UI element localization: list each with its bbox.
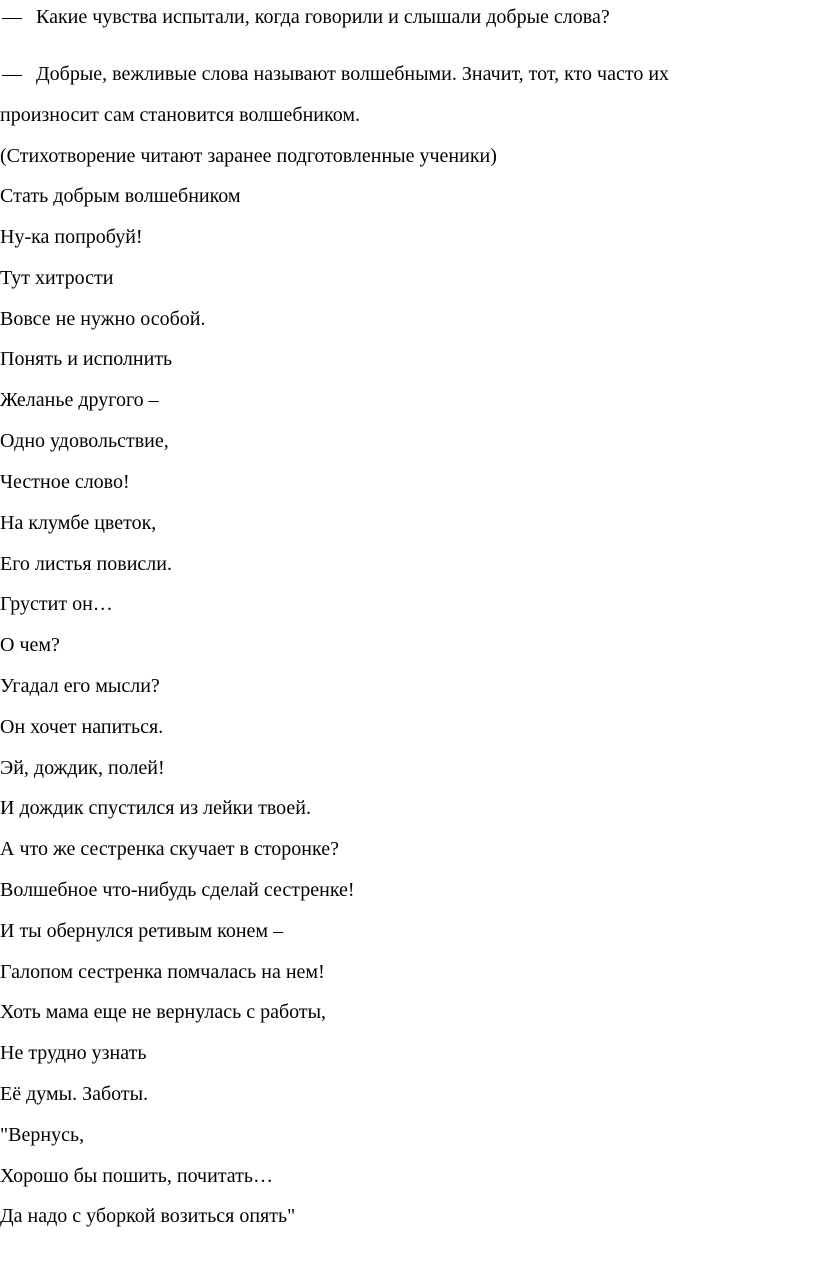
poem-line: Тут хитрости: [0, 267, 114, 289]
dialogue-text: Добрые, вежливые слова называют волшебными. Значит, тот, кто часто их: [36, 63, 670, 85]
paragraph-continuation: произносит сам становится волшебником.: [0, 104, 360, 126]
poem-line: И дождик спустился из лейки твоей.: [0, 797, 311, 819]
stage-note: (Стихотворение читают заранее подготовленные ученики): [0, 145, 497, 167]
poem-line: Желанье другого –: [0, 389, 159, 411]
poem-line: Одно удовольствие,: [0, 430, 169, 452]
poem-line: Угадал его мысли?: [0, 675, 160, 697]
poem-line: Её думы. Заботы.: [0, 1083, 149, 1105]
dialogue-dash: —: [2, 63, 22, 85]
poem-line: Ну-ка попробуй!: [0, 226, 143, 248]
dialogue-dash: —: [2, 6, 22, 28]
dialogue-text: Какие чувства испытали, когда говорили и слышали добрые слова?: [36, 6, 610, 28]
poem-line: О чем?: [0, 634, 60, 656]
poem-line: Хоть мама еще не вернулась с работы,: [0, 1001, 327, 1023]
poem-line: Не трудно узнать: [0, 1042, 147, 1064]
poem-line: Галопом сестренка помчалась на нем!: [0, 961, 325, 983]
poem-line: На клумбе цветок,: [0, 512, 157, 534]
poem-line: Да надо с уборкой возиться опять": [0, 1205, 296, 1227]
poem-line: Понять и исполнить: [0, 348, 173, 370]
poem-line: Эй, дождик, полей!: [0, 757, 165, 779]
dialogue-line: [2, 5, 610, 29]
poem-line: Хорошо бы пошить, почитать…: [0, 1165, 274, 1187]
poem-line: Вовсе не нужно особой.: [0, 308, 206, 330]
poem-line: А что же сестренка скучает в сторонке?: [0, 838, 339, 860]
dialogue-line: [2, 62, 669, 86]
poem-line: Стать добрым волшебником: [0, 185, 241, 207]
poem-line: Грустит он…: [0, 593, 113, 615]
poem-line: Его листья повисли.: [0, 553, 172, 575]
poem-line: Он хочет напиться.: [0, 716, 164, 738]
poem-line: Волшебное что-нибудь сделай сестренке!: [0, 879, 355, 901]
poem-line: И ты обернулся ретивым конем –: [0, 920, 284, 942]
poem-line: Честное слово!: [0, 471, 130, 493]
poem-line: "Вернусь,: [0, 1124, 85, 1146]
